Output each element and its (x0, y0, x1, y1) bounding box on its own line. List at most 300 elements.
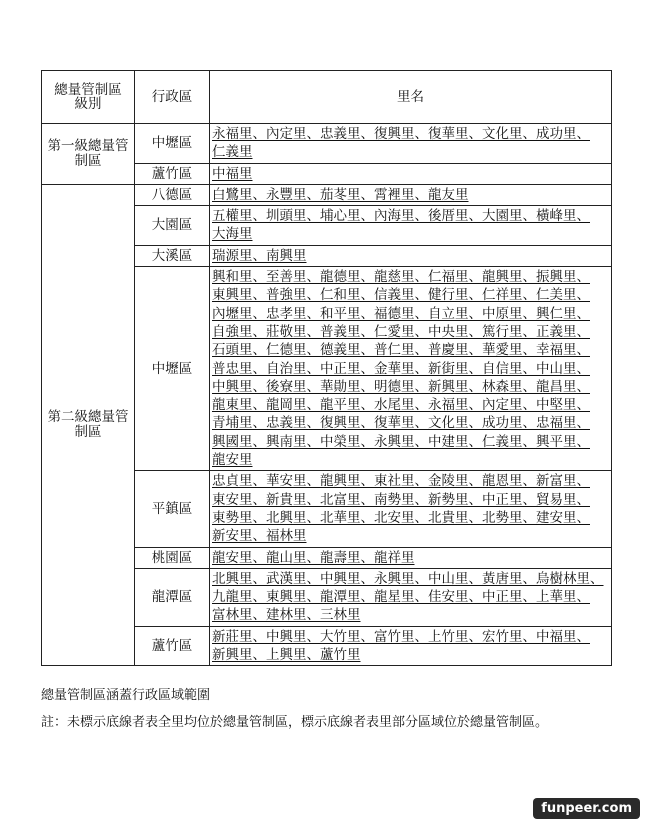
village-name: 建林里 (266, 607, 307, 624)
footnote-note: 註：未標示底線者表全里均位於總量管制區，標示底線者表里部分區域位於總量管制區。 (41, 715, 549, 730)
village-name: 中榮里 (320, 433, 361, 450)
village-name: 永福里 (428, 397, 469, 414)
village-separator: 、 (576, 491, 590, 508)
village-name: 北華里 (320, 509, 361, 526)
village-separator: 、 (414, 342, 428, 359)
village-name: 新安里 (212, 528, 253, 545)
village-separator: 、 (252, 378, 266, 395)
village-name: 石頭里 (212, 342, 253, 359)
table-caption: 總量管制區涵蓋行政區域範圍 (41, 688, 211, 703)
village-separator: 、 (576, 323, 590, 340)
village-separator: 、 (468, 269, 482, 286)
village-name: 華安里 (266, 473, 307, 490)
village-separator: 、 (252, 287, 266, 304)
village-separator: 、 (360, 433, 374, 450)
village-separator: 、 (360, 287, 374, 304)
village-separator: 、 (576, 208, 590, 225)
village-separator: 、 (414, 509, 428, 526)
village-name: 北富里 (320, 491, 361, 508)
village-name: 新興里 (428, 378, 469, 395)
village-separator: 、 (306, 491, 320, 508)
village-name: 龍慈里 (374, 269, 415, 286)
village-name: 建安里 (536, 509, 577, 526)
village-name: 仁祥里 (482, 287, 523, 304)
village-name: 茄苳里 (320, 186, 361, 203)
village-separator: 、 (306, 607, 320, 624)
village-name: 白鷺里 (212, 186, 253, 203)
village-separator: 、 (468, 208, 482, 225)
village-name: 中興里 (266, 628, 307, 645)
village-name: 龍興里 (482, 269, 523, 286)
village-separator: 、 (360, 186, 374, 203)
village-separator: 、 (360, 397, 374, 414)
village-separator: 、 (576, 473, 590, 490)
village-name: 內定里 (482, 397, 523, 414)
village-name: 北貴里 (428, 509, 469, 526)
village-name: 永福里 (212, 126, 253, 142)
village-name: 中興里 (320, 570, 361, 587)
village-separator: 、 (468, 360, 482, 377)
village-separator: 、 (306, 570, 320, 587)
village-separator: 、 (468, 397, 482, 414)
village-name: 大海里 (212, 226, 253, 243)
village-separator: 、 (252, 342, 266, 359)
village-name: 永興里 (374, 570, 415, 587)
header-level-text: 總量管制區 級別 (54, 82, 122, 112)
village-name: 東勢里 (212, 509, 253, 526)
village-separator: 、 (468, 570, 482, 587)
village-separator: 、 (576, 378, 590, 395)
village-name: 正義里 (536, 323, 577, 340)
village-name: 興南里 (266, 433, 307, 450)
village-name: 新街里 (428, 360, 469, 377)
village-separator: 、 (468, 415, 482, 432)
village-separator: 、 (360, 269, 374, 286)
village-separator: 、 (468, 433, 482, 450)
village-separator: 、 (576, 415, 590, 432)
village-separator: 、 (306, 549, 320, 566)
village-separator: 、 (522, 570, 536, 587)
village-separator: 、 (414, 208, 428, 225)
village-name: 仁美里 (536, 287, 577, 304)
village-separator: 、 (522, 589, 536, 606)
village-name: 新興里 (212, 647, 253, 664)
village-separator: 、 (252, 570, 266, 587)
village-name: 大竹里 (320, 628, 361, 645)
village-name: 北安里 (374, 509, 415, 526)
village-name: 文化里 (428, 415, 469, 432)
village-separator: 、 (590, 570, 604, 587)
village-separator: 、 (306, 287, 320, 304)
village-separator: 、 (252, 247, 266, 264)
district-cell: 桃園區 (135, 547, 210, 568)
village-list-cell (210, 163, 612, 184)
watermark-badge: funpeer.com (533, 798, 640, 819)
district-cell: 平鎮區 (135, 471, 210, 547)
village-separator: 、 (522, 269, 536, 286)
village-name: 金陵里 (428, 473, 469, 490)
village-separator: 、 (360, 509, 374, 526)
village-separator: 、 (360, 360, 374, 377)
village-separator: 、 (360, 378, 374, 395)
village-separator: 、 (468, 323, 482, 340)
village-name: 九龍里 (212, 589, 253, 606)
village-name: 新富里 (536, 473, 577, 490)
village-name: 自治里 (266, 360, 307, 377)
village-name: 普義里 (320, 323, 361, 340)
village-separator: 、 (306, 323, 320, 340)
table-body (42, 124, 612, 666)
village-name: 德義里 (320, 342, 361, 359)
village-separator: 、 (468, 342, 482, 359)
village-name: 中福里 (212, 165, 253, 182)
village-name: 水尾里 (374, 397, 415, 414)
district-cell: 蘆竹區 (135, 163, 210, 184)
village-name: 龍祥里 (374, 549, 415, 566)
village-separator: 、 (252, 549, 266, 566)
village-name: 東安里 (212, 491, 253, 508)
village-separator: 、 (306, 509, 320, 526)
village-separator: 、 (360, 208, 374, 225)
village-separator: 、 (468, 628, 482, 645)
village-name: 埔心里 (320, 208, 361, 225)
village-separator: 、 (306, 208, 320, 225)
village-separator: 、 (360, 628, 374, 645)
village-separator: 、 (414, 433, 428, 450)
village-name: 龍昌里 (536, 378, 577, 395)
village-name: 貿易里 (536, 491, 577, 508)
village-name: 中正里 (482, 589, 523, 606)
village-name: 龍興里 (320, 473, 361, 490)
village-name: 至善里 (266, 269, 307, 286)
village-separator: 、 (522, 208, 536, 225)
village-name: 興和里 (212, 269, 253, 286)
village-name: 中山里 (536, 360, 577, 377)
village-list-cell (210, 206, 612, 246)
village-name: 信義里 (374, 287, 415, 304)
village-name: 上華里 (536, 589, 577, 606)
village-separator: 、 (522, 305, 536, 322)
village-name: 東興里 (266, 589, 307, 606)
district-cell: 大溪區 (135, 245, 210, 266)
village-separator: 、 (468, 509, 482, 526)
village-name: 中原里 (482, 305, 523, 322)
village-name: 仁福里 (428, 269, 469, 286)
village-separator: 、 (306, 305, 320, 322)
village-separator: 、 (252, 473, 266, 490)
village-separator: 、 (252, 397, 266, 414)
village-name: 忠義里 (320, 126, 361, 142)
village-separator: 、 (252, 415, 266, 432)
village-name: 南興里 (266, 247, 307, 264)
village-name: 成功里 (482, 415, 523, 432)
village-separator: 、 (414, 378, 428, 395)
village-name: 仁和里 (320, 287, 361, 304)
village-separator: 、 (468, 287, 482, 304)
village-name: 中興里 (212, 378, 253, 395)
village-separator: 、 (306, 647, 320, 664)
table-header-row (42, 71, 612, 124)
village-separator: 、 (252, 269, 266, 286)
village-name: 自強里 (212, 323, 253, 340)
village-separator: 、 (522, 287, 536, 304)
village-name: 幸福里 (536, 342, 577, 359)
village-separator: 、 (414, 126, 428, 142)
village-separator: 、 (522, 378, 536, 395)
village-name: 後寮里 (266, 378, 307, 395)
village-name: 五權里 (212, 208, 253, 225)
village-separator: 、 (522, 473, 536, 490)
village-separator: 、 (360, 549, 374, 566)
village-separator: 、 (360, 126, 374, 142)
village-separator: 、 (252, 323, 266, 340)
village-name: 新勢里 (428, 491, 469, 508)
village-separator: 、 (252, 491, 266, 508)
village-separator: 、 (252, 360, 266, 377)
village-separator: 、 (252, 607, 266, 624)
village-name: 龍潭里 (320, 589, 361, 606)
village-name: 橫峰里 (536, 208, 577, 225)
zone-level-cell: 第二級總量管制區 (42, 184, 135, 665)
village-separator: 、 (306, 589, 320, 606)
district-cell: 中壢區 (135, 124, 210, 164)
village-name: 新莊里 (212, 628, 253, 645)
village-separator: 、 (468, 126, 482, 142)
village-separator: 、 (252, 126, 266, 142)
village-name: 龍壽里 (320, 549, 361, 566)
village-name: 仁德里 (266, 342, 307, 359)
table-row (42, 184, 612, 205)
village-name: 自立里 (428, 305, 469, 322)
village-name: 復興里 (374, 126, 415, 142)
village-separator: 、 (576, 628, 590, 645)
village-name: 龍德里 (320, 269, 361, 286)
village-separator: 、 (306, 360, 320, 377)
district-cell: 蘆竹區 (135, 626, 210, 666)
village-list-cell (210, 626, 612, 666)
village-name: 興平里 (536, 433, 577, 450)
village-name: 東興里 (212, 287, 253, 304)
village-separator: 、 (576, 269, 590, 286)
village-name: 瑞源里 (212, 247, 253, 264)
village-name: 中堅里 (536, 397, 577, 414)
district-cell: 中壢區 (135, 267, 210, 471)
village-separator: 、 (414, 415, 428, 432)
village-name: 龍安里 (212, 549, 253, 566)
village-separator: 、 (252, 589, 266, 606)
village-separator: 、 (252, 208, 266, 225)
village-separator: 、 (522, 342, 536, 359)
village-separator: 、 (414, 473, 428, 490)
village-name: 富竹里 (374, 628, 415, 645)
village-name: 中福里 (536, 628, 577, 645)
village-separator: 、 (252, 433, 266, 450)
village-name: 龍山里 (266, 549, 307, 566)
village-name: 龍星里 (374, 589, 415, 606)
village-name: 成功里 (536, 126, 577, 142)
village-name: 後厝里 (428, 208, 469, 225)
village-separator: 、 (306, 186, 320, 203)
village-name: 內壢里 (212, 305, 253, 322)
village-name: 華愛里 (482, 342, 523, 359)
village-name: 普強里 (266, 287, 307, 304)
village-name: 蘆竹里 (320, 647, 361, 664)
village-list-cell (210, 124, 612, 164)
village-separator: 、 (522, 323, 536, 340)
village-separator: 、 (414, 323, 428, 340)
village-separator: 、 (360, 415, 374, 432)
village-name: 龍平里 (320, 397, 361, 414)
header-villages: 里名 (210, 71, 612, 124)
village-separator: 、 (306, 397, 320, 414)
village-separator: 、 (414, 397, 428, 414)
zone-level-cell: 第一級總量管制區 (42, 124, 135, 185)
village-separator: 、 (522, 126, 536, 142)
village-separator: 、 (414, 360, 428, 377)
village-separator: 、 (414, 287, 428, 304)
village-separator: 、 (360, 589, 374, 606)
village-name: 新貴里 (266, 491, 307, 508)
village-name: 普忠里 (212, 360, 253, 377)
village-name: 永豐里 (266, 186, 307, 203)
village-name: 莊敬里 (266, 323, 307, 340)
village-name: 忠義里 (266, 415, 307, 432)
village-separator: 、 (306, 433, 320, 450)
village-name: 忠孝里 (266, 305, 307, 322)
village-name: 林森里 (482, 378, 523, 395)
village-name: 復華里 (374, 415, 415, 432)
village-separator: 、 (306, 269, 320, 286)
village-separator: 、 (252, 628, 266, 645)
village-separator: 、 (468, 305, 482, 322)
village-name: 復興里 (320, 415, 361, 432)
village-list-cell (210, 245, 612, 266)
village-separator: 、 (306, 342, 320, 359)
village-separator: 、 (522, 360, 536, 377)
village-name: 福德里 (374, 305, 415, 322)
village-name: 內海里 (374, 208, 415, 225)
village-separator: 、 (522, 509, 536, 526)
village-separator: 、 (306, 415, 320, 432)
village-separator: 、 (468, 378, 482, 395)
header-district: 行政區 (135, 71, 210, 124)
village-list-cell (210, 471, 612, 547)
village-separator: 、 (468, 589, 482, 606)
village-name: 中正里 (482, 491, 523, 508)
village-name: 福林里 (266, 528, 307, 545)
village-name: 自信里 (482, 360, 523, 377)
village-name: 烏樹林里 (536, 570, 590, 587)
village-name: 大園里 (482, 208, 523, 225)
village-name: 忠福里 (536, 415, 577, 432)
village-separator: 、 (522, 628, 536, 645)
village-separator: 、 (414, 628, 428, 645)
village-name: 興國里 (212, 433, 253, 450)
village-name: 中建里 (428, 433, 469, 450)
village-name: 中正里 (320, 360, 361, 377)
village-name: 和平里 (320, 305, 361, 322)
village-separator: 、 (414, 186, 428, 203)
village-name: 金華里 (374, 360, 415, 377)
village-list-cell (210, 184, 612, 205)
village-name: 龍安里 (212, 452, 253, 469)
district-cell: 龍潭區 (135, 568, 210, 626)
village-separator: 、 (522, 433, 536, 450)
village-separator: 、 (252, 186, 266, 203)
village-name: 宏竹里 (482, 628, 523, 645)
village-separator: 、 (576, 360, 590, 377)
village-separator: 、 (360, 570, 374, 587)
village-separator: 、 (360, 305, 374, 322)
village-separator: 、 (252, 647, 266, 664)
village-name: 龍友里 (428, 186, 469, 203)
village-name: 忠貞里 (212, 473, 253, 490)
village-name: 篤行里 (482, 323, 523, 340)
village-name: 華勛里 (320, 378, 361, 395)
table-row (42, 124, 612, 164)
village-separator: 、 (252, 528, 266, 545)
village-separator: 、 (576, 287, 590, 304)
village-separator: 、 (522, 397, 536, 414)
village-name: 振興里 (536, 269, 577, 286)
village-name: 永興里 (374, 433, 415, 450)
village-list-cell (210, 267, 612, 471)
village-name: 上竹里 (428, 628, 469, 645)
control-zone-table (41, 70, 612, 666)
village-name: 復華里 (428, 126, 469, 142)
village-name: 上興里 (266, 647, 307, 664)
village-separator: 、 (306, 378, 320, 395)
village-name: 富林里 (212, 607, 253, 624)
village-name: 霄裡里 (374, 186, 415, 203)
village-name: 文化里 (482, 126, 523, 142)
village-name: 北興里 (266, 509, 307, 526)
village-separator: 、 (306, 126, 320, 142)
village-separator: 、 (414, 491, 428, 508)
village-name: 東社里 (374, 473, 415, 490)
village-name: 內定里 (266, 126, 307, 142)
village-name: 興仁里 (536, 305, 577, 322)
village-separator: 、 (360, 342, 374, 359)
village-name: 普仁里 (374, 342, 415, 359)
village-name: 仁義里 (212, 144, 253, 161)
village-name: 佳安里 (428, 589, 469, 606)
village-separator: 、 (522, 415, 536, 432)
village-name: 青埔里 (212, 415, 253, 432)
village-separator: 、 (468, 473, 482, 490)
village-separator: 、 (252, 509, 266, 526)
village-list-cell (210, 547, 612, 568)
village-separator: 、 (576, 305, 590, 322)
village-name: 明德里 (374, 378, 415, 395)
village-separator: 、 (414, 570, 428, 587)
village-name: 仁愛里 (374, 323, 415, 340)
village-separator: 、 (414, 589, 428, 606)
header-level (42, 71, 135, 124)
village-separator: 、 (306, 473, 320, 490)
village-name: 武漢里 (266, 570, 307, 587)
village-separator: 、 (414, 305, 428, 322)
village-list-cell (210, 568, 612, 626)
village-separator: 、 (360, 323, 374, 340)
village-name: 北勢里 (482, 509, 523, 526)
village-name: 三林里 (320, 607, 361, 624)
village-name: 北興里 (212, 570, 253, 587)
village-separator: 、 (576, 126, 590, 142)
village-name: 仁義里 (482, 433, 523, 450)
village-separator: 、 (576, 397, 590, 414)
village-name: 普慶里 (428, 342, 469, 359)
